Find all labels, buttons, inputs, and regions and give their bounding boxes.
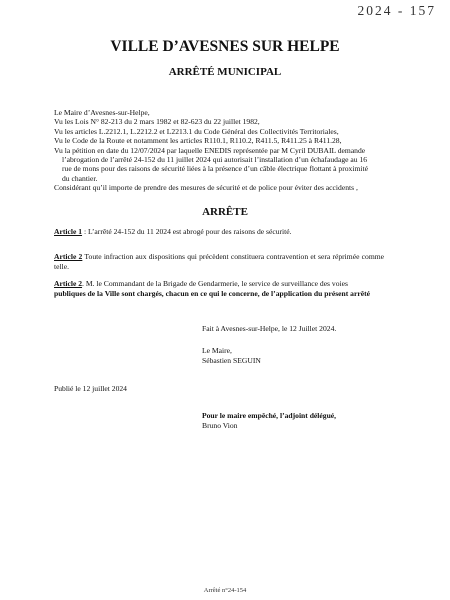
article-label: Article 2: [54, 279, 83, 288]
deputy-role: Pour le maire empêché, l’adjoint délégué,: [202, 411, 337, 420]
preamble-line: Vu le Code de la Route et notamment les articles R110.1, R110.2, R411.5, R411.25 à R411.28,: [54, 136, 342, 146]
preamble-line: Vu les articles L.2212.1, L.2212.2 et L2213.1 du Code Général des Collectivités Territoriales,: [54, 126, 339, 136]
preamble-line: rue de mons pour des raisons de sécurité liées à la présence d’un câble électrique flottant à proximité: [62, 164, 368, 174]
mayor-signature-block: [202, 346, 261, 365]
article-2: [54, 252, 384, 271]
article-label: Article 2: [54, 252, 83, 261]
fait-a-line: Fait à Avesnes-sur-Helpe, le 12 Juillet 2024.: [202, 324, 337, 333]
article-text-bold: publiques de la Ville sont chargés, chacun en ce qui le concerne, de l’application du présent arrêté: [54, 288, 370, 298]
document-reference-number: 2024 - 157: [357, 3, 436, 18]
article-text: . M. le Commandant de la Brigade de Gendarmerie, le service de surveillance des voies: [82, 279, 348, 288]
article-3: [54, 279, 384, 298]
article-1: [54, 227, 384, 237]
preamble-line: Le Maire d’Avesnes-sur-Helpe,: [54, 108, 150, 117]
preamble-line: Vu la pétition en date du 12/07/2024 par laquelle ENEDIS représentée par M Cyril DUBAIL demande: [54, 145, 366, 155]
signature-name: Sébastien SEGUIN: [202, 355, 261, 365]
preamble-line: du chantier.: [62, 173, 98, 183]
publication-date: Publié le 12 juillet 2024: [54, 384, 127, 393]
preamble-line: Vu les Lois N° 82-213 du 2 mars 1982 et 82-623 du 22 juillet 1982,: [54, 117, 260, 127]
preamble-line: Considérant qu’il importe de prendre des mesures de sécurité et de police pour éviter des accidents ,: [54, 183, 358, 193]
footer-arrete-number: Arrêté n°24-154: [203, 587, 247, 594]
article-label: Article 1: [54, 227, 83, 236]
deputy-name: Bruno Vion: [202, 421, 238, 430]
signature-role: Le Maire,: [202, 346, 232, 355]
article-text: Toute infraction aux dispositions qui précèdent constituera contravention et sera réprimée comme telle.: [54, 252, 384, 271]
arrete-heading: ARRÊTE: [202, 206, 248, 218]
document-subtitle: ARRÊTÉ MUNICIPAL: [168, 66, 282, 78]
preamble-line: l’abrogation de l’arrêté 24-152 du 11 juillet 2024 qui autorisait l’installation d’un échafaudage au 16: [62, 155, 368, 165]
page-title: VILLE D’AVESNES SUR HELPE: [110, 38, 340, 55]
preamble: [54, 108, 394, 193]
deputy-signature-block: [202, 411, 336, 431]
article-text: : L’arrêté 24-152 du 11 2024 est abrogé pour des raisons de sécurité.: [82, 227, 292, 236]
